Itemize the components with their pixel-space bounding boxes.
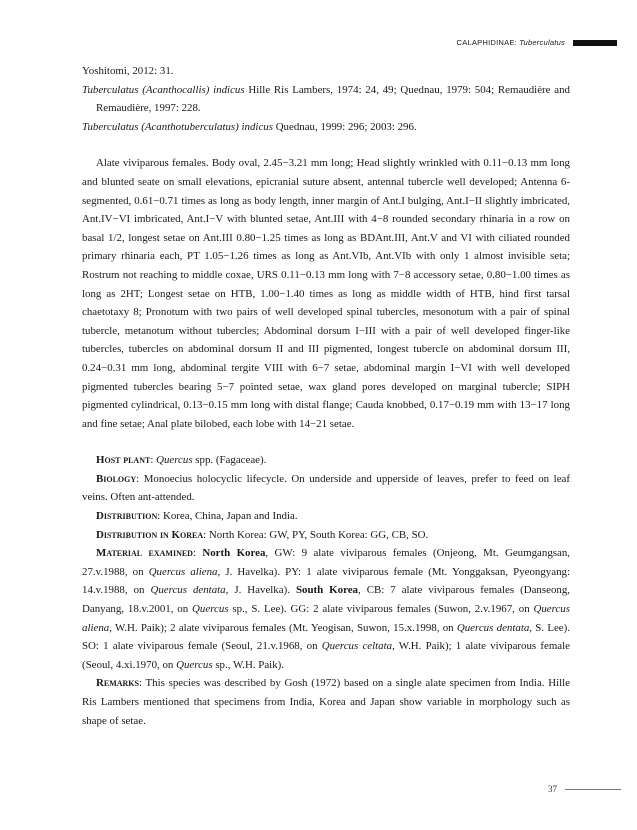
material-text: , W.H. Paik); 1 alate viviparous female (Seoul, 4.xi.1970, on — [82, 640, 570, 671]
page-number: 37 — [548, 784, 557, 794]
synonym-citation: Quednau, 1999: 296; 2003: 296. — [272, 120, 417, 133]
host-species: Quercus aliena — [148, 565, 218, 578]
host-plant-genus: Quercus — [156, 454, 193, 467]
host-species: Quercus — [192, 603, 229, 616]
host-plant-section — [82, 451, 570, 470]
material-text: , W.H. Paik); 2 alate viviparous females (Mt. Yeogisan, Suwon, 15.x.1998, on — [109, 621, 457, 634]
synonym-name: Tuberculatus (Acanthotuberculatus) indicus — [82, 120, 273, 133]
morphology-description: Alate viviparous females. Body oval, 2.45−3.21 mm long; Head slightly wrinkled with 0.11−0.13 mm long and blunted seate on small elevations, epicranial suture absent, antennal tubercle well developed; Antenna 6-segmented, 0.61−0.71 times as long as body length, inner margin of Ant.I bulging, Ant.I−II slightly imbricated, Ant.IV−VI imbricated, Ant.I−V with blunted setae, Ant.III with 4−8 rounded secondary rhinaria in a row on basal 1/2, longest setae on Ant.III 0.80−1.25 times as long as BDAnt.III, Ant.V and VI with ciliated rounded primary rhinaria each, PT 1.05−1.26 times as long as Ant.VIb, Ant.VIb with only 1 almost invisible seta; Rostrum not reaching to middle coxae, URS 0.11−0.13 mm long with 7−8 accessory setae, 0.80−1.00 times as long as 2HT; Longest setae on HTB, 1.00−1.40 times as long as middle width of HTB, hind first tarsal chaetotaxy 8; Pronotum with two pairs of well developed spinal tubercles, mesonotum with a pair of spinal tubercle, metanotum without tubercles; Abdominal dorsum I−III with a pair of well developed finger-like tubercles, tubercles on abdominal dorsum II and III pigmented, longest tubercle on abdominal dorsum III, 0.24−0.31 mm long, abdominal tergite VIII with 6−7 setae, abdominal margin I−VI with well developed pigmented tubercles bearing 5−7 pointed setae, wax gland pores developed on marginal tubercle; SIPH pigmented cylindrical, 0.13−0.15 mm long with distal flange; Cauda knobbed, 0.17−0.19 mm with 13−17 long and fine setae; Anal plate bilobed, each lobe with 14−21 setae. — [82, 157, 570, 430]
running-head-bar — [573, 40, 617, 46]
material-examined-section — [82, 544, 570, 674]
material-text: , S. Lee). SO: 1 alate viviparous female (Seoul, 21.v.1968, on — [82, 621, 570, 653]
page-footer — [548, 784, 621, 794]
host-species: Quercus — [176, 658, 213, 671]
host-plant-label: Host plant — [96, 454, 151, 467]
host-species: Quercus celtata — [321, 640, 393, 653]
host-plant-text: spp. (Fagaceae). — [192, 454, 267, 467]
running-head-text — [457, 38, 565, 47]
biology-label: Biology — [96, 472, 137, 485]
distribution-label: Distribution — [96, 510, 158, 523]
host-plant-colon: : — [150, 454, 157, 467]
synonym-citation: Hille Ris Lambers, 1974: 24, 49; Quednau, 1979: 504; Remaudière and Remaudière, 1997: 228. — [96, 83, 570, 115]
material-text: sp., S. Lee). GG: 2 alate viviparous females (Suwon, 2.v.1967, on — [228, 603, 534, 616]
host-species: Quercus aliena — [82, 603, 570, 634]
remarks-text: : This species was described by Gosh (1972) based on a single alate specimen from India. Hille Ris Lambers mentioned that specimens from India, Korea and Japan show variable in morphology such as shape of setae. — [82, 677, 570, 727]
region-south-korea: South Korea — [295, 584, 359, 597]
synonym-citation: Yoshitomi, 2012: 31. — [82, 65, 174, 77]
material-text: , GW: 9 alate viviparous females (Onjeong, Mt. Geumgangsan, 27.v.1988, on — [82, 547, 571, 578]
footer-rule — [565, 789, 621, 790]
running-head-genus: Tuberculatus — [519, 38, 565, 47]
biology-text: : Monoecius holocyclic lifecycle. On underside and upperside of leaves, prefer to feed on leaf veins. Often ant-attended. — [82, 472, 570, 504]
running-head-section: CALAPHIDINAE: — [456, 38, 520, 47]
synonym-name: Tuberculatus (Acanthocallis) indicus — [82, 83, 245, 96]
biology-section — [82, 470, 570, 507]
distribution-section — [82, 507, 570, 526]
synonym-entry — [82, 62, 570, 81]
running-head — [457, 38, 617, 47]
material-colon: : — [192, 547, 203, 560]
host-species: Quercus dentata — [456, 621, 530, 634]
region-north-korea: North Korea — [202, 547, 266, 560]
synonym-entry — [82, 81, 570, 118]
material-text: , CB: 7 alate viviparous females (Danseong, Danyang, 18.v.2001, on — [82, 584, 570, 616]
material-text: , J. Havelka). PY: 1 alate viviparous female (Mt. Yonggaksan, Pyeongyang: 14.v.1988, on — [82, 565, 570, 597]
material-text: , J. Havelka). — [225, 584, 296, 597]
synonym-entry — [82, 118, 570, 137]
distribution-text: : Korea, China, Japan and India. — [157, 510, 298, 523]
distribution-korea-section — [82, 526, 570, 545]
distribution-korea-text: : North Korea: GW, PY, South Korea: GG, CB, SO. — [203, 528, 429, 541]
remarks-label: Remarks — [96, 677, 139, 690]
host-species: Quercus dentata — [150, 584, 226, 597]
remarks-section — [82, 674, 570, 730]
material-text: sp., W.H. Paik). — [212, 658, 284, 671]
distribution-korea-label: Distribution in Korea — [96, 528, 204, 541]
page-body — [82, 62, 570, 730]
material-examined-label: Material examined — [96, 547, 193, 560]
